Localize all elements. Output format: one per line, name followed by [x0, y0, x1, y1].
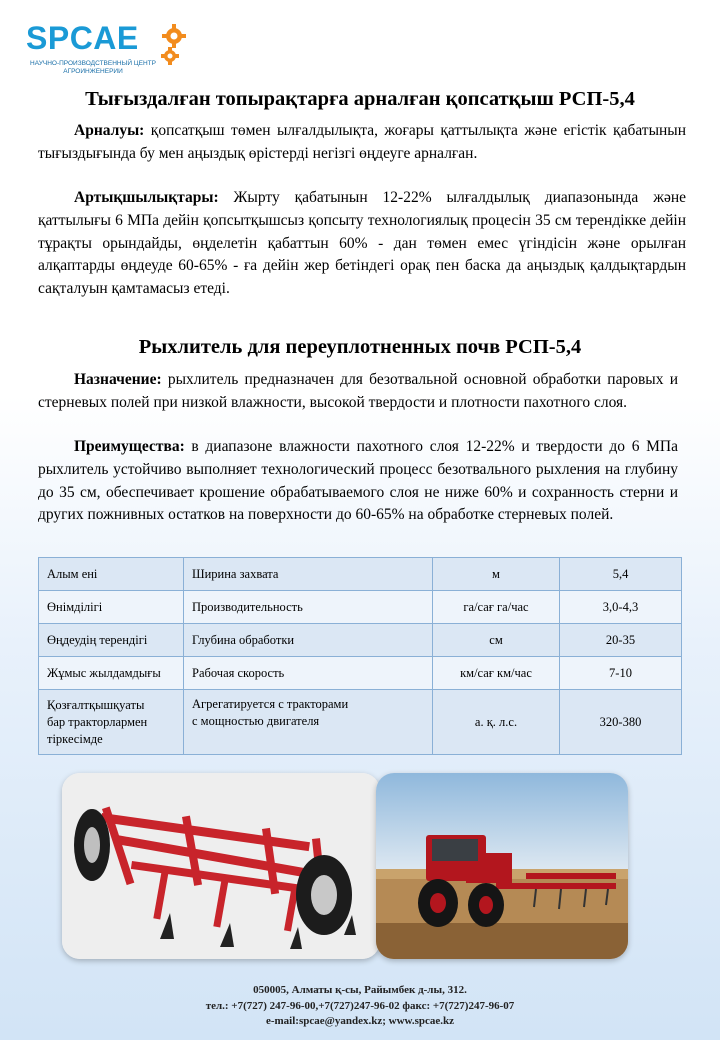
row-value: 20-35	[560, 624, 682, 657]
kz-advantages-paragraph	[38, 187, 686, 301]
row-unit: км/сағ км/час	[433, 657, 560, 690]
footer-address: 050005, Алматы қ-сы, Райымбек д-лы, 312.	[253, 984, 467, 996]
table-row	[39, 591, 682, 624]
row-label-ru	[184, 690, 433, 755]
tractor-photo	[376, 773, 628, 959]
footer-web: e-mail:spcae@yandex.kz; www.spcae.kz	[265, 1015, 455, 1027]
kz-title: Тығыздалған топырақтарға арналған қопсатқыш РСП-5,4	[85, 88, 635, 110]
row-label-kz: Өңдеудің терендігі	[39, 624, 184, 657]
footer-phones: тел.: +7(727) 247-96-00,+7(727)247-96-02 факс: +7(727)247-96-07	[205, 999, 515, 1012]
kz-advantages-text: Жырту қабатынын 12-22% ылғалдылық диапазонында және қаттылығы 6 МПа дейін қопсытқышсыз қопсыту технологиялық процесін 35 см терендікке дейін тұрақты орындайды, өңделетін қабаттын 60% - дан төмен емес үгіндісін және орылған алқаптарды өңдеуде 60-65% - ға дейін жер бетіндегі орақ пен баска да аңыздық қалдықтардын сақталуын қамтамасыз етеді.	[38, 189, 686, 298]
row-label-ru-line: с мощностью двигателя	[192, 714, 320, 728]
ru-title: Рыхлитель для переуплотненных почв РСП-5,4	[138, 336, 582, 358]
row-label-ru: Глубина обработки	[184, 624, 433, 657]
row-label-kz-line: Қозғалтқышқуаты	[47, 697, 145, 712]
ru-advantages-paragraph	[38, 436, 678, 527]
implement-photo	[62, 773, 380, 959]
row-value: 320-380	[560, 690, 682, 755]
row-label-kz: Жұмыс жылдамдығы	[39, 657, 184, 690]
table-row	[39, 690, 682, 755]
row-label-ru: Производительность	[184, 591, 433, 624]
kz-purpose-label: Арналуы:	[74, 122, 145, 139]
kz-advantages-label: Артықшылықтары:	[74, 189, 219, 206]
ru-advantages-text: в диапазоне влажности пахотного слоя 12-22% и твердости до 6 МПа рыхлитель устойчиво выполняет технологический процесс безотвального рыхления на глубину до 35 см, обеспечивает крошение обрабатываемого слоя не ниже 60% и сохранность стерни и других пожнивных остатков на поверхности до 60-65% на обработке стерневых полей.	[38, 438, 678, 524]
ru-advantages-label: Преимущества:	[74, 438, 185, 455]
row-label-ru: Рабочая скорость	[184, 657, 433, 690]
row-label-ru: Ширина захвата	[184, 558, 433, 591]
row-unit: га/сағ га/час	[433, 591, 560, 624]
table-row	[39, 558, 682, 591]
row-value: 7-10	[560, 657, 682, 690]
logo-subtitle	[28, 60, 158, 76]
row-label-ru-line: Агрегатируется с тракторами	[192, 697, 349, 711]
logo-subtitle-line2: АГРОИНЖЕНЕРИИ	[63, 68, 123, 75]
logo-subtitle-line1: НАУЧНО-ПРОИЗВОДСТВЕННЫЙ ЦЕНТР	[30, 60, 156, 67]
row-value: 5,4	[560, 558, 682, 591]
row-unit: а. қ. л.с.	[433, 690, 560, 755]
row-label-kz: Өнімділігі	[39, 591, 184, 624]
table-row	[39, 657, 682, 690]
row-label-kz-line: бар тракторлармен	[47, 714, 148, 729]
specs-table	[38, 557, 682, 755]
row-label-kz	[39, 690, 184, 755]
logo-text: SPCAE	[26, 20, 139, 56]
ru-purpose-paragraph	[38, 369, 678, 415]
ru-purpose-label: Назначение:	[74, 371, 162, 388]
implement-illustration	[62, 773, 380, 959]
row-unit: м	[433, 558, 560, 591]
footer-contacts	[0, 983, 720, 1030]
logo	[26, 20, 186, 82]
row-value: 3,0-4,3	[560, 591, 682, 624]
row-label-kz: Алым ені	[39, 558, 184, 591]
row-unit: см	[433, 624, 560, 657]
kz-purpose-text: қопсатқыш төмен ылғалдылықта, жоғары қаттылықта және егістік қабатынын тығыздығында бу мен аңыздық өрістерді негізгі өңдеуге арналған.	[38, 122, 686, 162]
kz-purpose-paragraph	[38, 120, 686, 166]
row-label-kz-line: тіркесімде	[47, 731, 103, 746]
ru-purpose-text: рыхлитель предназначен для безотвальной основной обработки паровых и стерневых полей при низкой влажности, высокой твердости и плотности пахотного слоя.	[38, 371, 678, 411]
tractor-illustration	[376, 773, 628, 959]
table-row	[39, 624, 682, 657]
